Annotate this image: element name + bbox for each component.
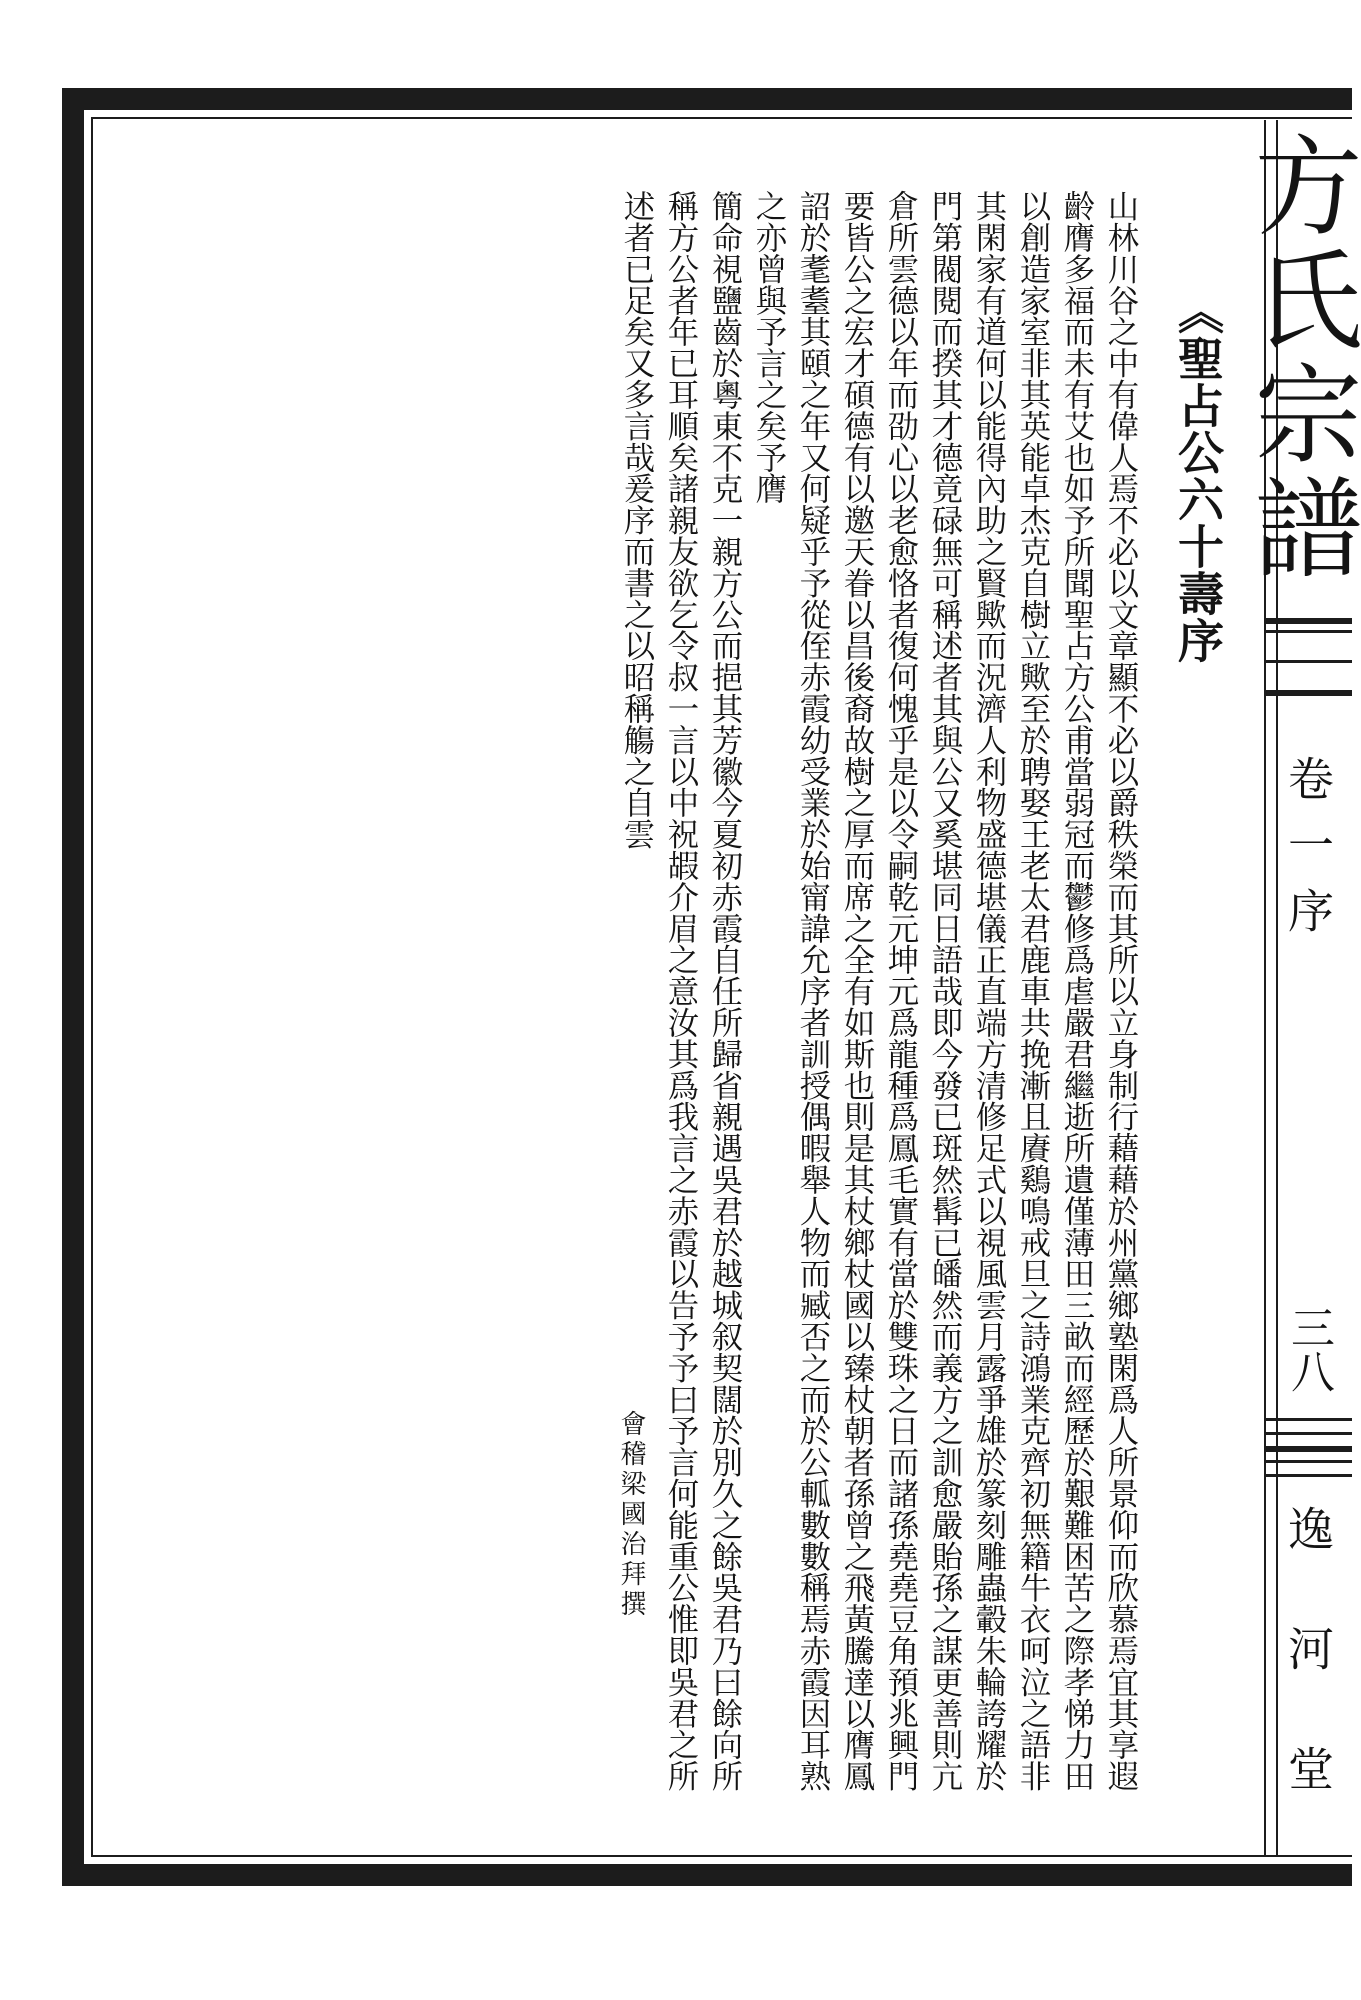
text-column-10: 簡命視鹽齒於粵東不克一親方公而挹其芳徽今夏初赤霞自任所歸省親遇吳君於越城叙契闊於別久之餘吳君乃曰餘向所: [706, 190, 742, 1792]
text-column-8: 詔於耄耋其頤之年又何疑乎予從侄赤霞幼受業於始甯諱允序者訓授偶暇舉人物而臧否之而於公軱數數稱焉赤霞因耳熟: [794, 190, 830, 1792]
text-column-1: 山林川谷之中有偉人焉不必以文章顯不必以爵秩榮而其所以立身制行藉藉於州黨鄉塾閑爲人所景仰而欣慕焉宜其享遐: [1102, 190, 1138, 1792]
author-signature: 會稽梁國治拜撰: [616, 1410, 646, 1620]
text-column-9: 之亦曾與予言之矣予膺: [750, 190, 786, 504]
text-column-3: 以創造家室非其英能卓杰克自樹立歟至於聘娶王老太君鹿車共挽漸且賡鷄鳴戒旦之詩鴻業克齊初無籍牛衣呵泣之語非: [1014, 190, 1050, 1792]
article-title: [1170, 288, 1226, 664]
book-title: 方氏宗譜: [1236, 130, 1361, 586]
margin-fish-tail-top-line: [1264, 660, 1352, 663]
margin-fish-tail-top-line: [1264, 630, 1352, 633]
margin-fish-tail-bottom-line: [1264, 1460, 1352, 1463]
section-label: 序: [1281, 887, 1335, 953]
hall-name: 逸河堂: [1281, 1505, 1335, 1865]
title-bracket: 《: [1171, 288, 1225, 335]
volume-label: [1268, 755, 1348, 953]
volume-number: 卷一: [1281, 755, 1335, 887]
text-column-6: 倉所雲德以年而劭心以老愈恪者復何愧乎是以令嗣乾元坤元爲龍種爲鳳毛實有當於雙珠之日而諸孫堯堯豆角預兆興門: [882, 190, 918, 1792]
text-column-2: 齡膺多福而未有艾也如予所聞聖占方公甫當弱冠而鬱修爲虐嚴君繼逝所遺僅薄田三畝而經歷於艱難困苦之際孝悌力田: [1058, 190, 1094, 1792]
text-column-11: 稱方公者年已耳順矣諸親友欲乞令叔一言以中祝嘏介眉之意汝其爲我言之赤霞以告予予曰予言何能重公惟即吳君之所: [662, 190, 698, 1792]
margin-fish-tail-top-line: [1264, 690, 1352, 696]
margin-fish-tail-bottom-line: [1264, 1432, 1352, 1435]
margin-fish-tail-bottom-line: [1264, 1446, 1352, 1452]
text-column-12: 述者已足矣又多言哉爰序而書之以昭稱觴之自雲: [618, 190, 654, 850]
text-column-4: 其閑家有道何以能得內助之賢歟而況濟人利物盛德堪儀正直端方清修足式以視風雲月露爭雄於篆刻雕蟲轂朱輪誇耀於: [970, 190, 1006, 1792]
margin-fish-tail-bottom-line: [1264, 1474, 1352, 1477]
margin-fish-tail-top: [1264, 618, 1352, 624]
article-title-text: 聖占公六十壽序: [1171, 335, 1225, 664]
text-column-5: 門第閥閱而揆其才德竟碌無可稱述者其與公又奚堪同日語哉即今發已斑然髯已皤然而義方之訓愈嚴貽孫之謀更善則亢: [926, 190, 962, 1792]
text-column-7: 要皆公之宏才碩德有以邀天眷以昌後裔故樹之厚而席之全有如斯也則是其杖鄉杖國以臻杖朝者孫曾之飛黃騰達以膺鳳: [838, 190, 874, 1792]
margin-fish-tail-bottom: [1264, 1418, 1352, 1421]
page-number: 三八: [1283, 1305, 1334, 1393]
